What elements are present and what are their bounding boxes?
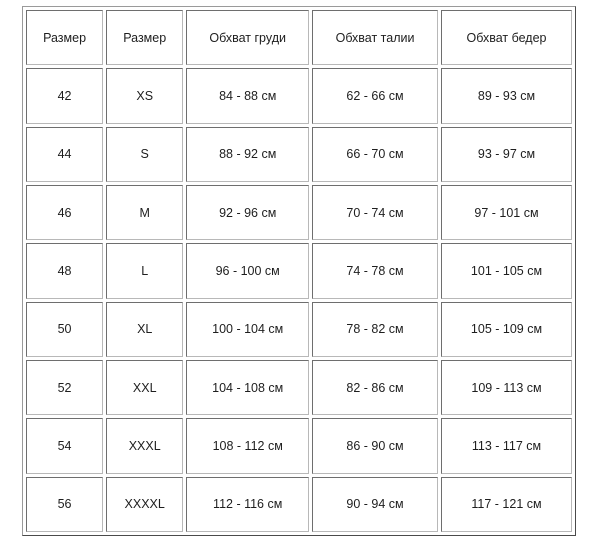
table-row <box>26 302 572 357</box>
cell-chest: 84 - 88 см <box>186 68 309 123</box>
cell-waist: 78 - 82 см <box>312 302 438 357</box>
header-cell-hips: Обхват бедер <box>441 10 572 65</box>
cell-size-intl: S <box>106 127 183 182</box>
header-cell-waist: Обхват талии <box>312 10 438 65</box>
cell-hips: 89 - 93 см <box>441 68 572 123</box>
table-row <box>26 418 572 473</box>
cell-waist: 70 - 74 см <box>312 185 438 240</box>
cell-size-ru: 42 <box>26 68 103 123</box>
cell-size-intl: XS <box>106 68 183 123</box>
cell-size-ru: 50 <box>26 302 103 357</box>
cell-hips: 93 - 97 см <box>441 127 572 182</box>
cell-size-ru: 54 <box>26 418 103 473</box>
cell-waist: 74 - 78 см <box>312 243 438 298</box>
cell-size-ru: 48 <box>26 243 103 298</box>
cell-waist: 86 - 90 см <box>312 418 438 473</box>
cell-chest: 108 - 112 см <box>186 418 309 473</box>
cell-size-intl: XXXXL <box>106 477 183 532</box>
cell-hips: 105 - 109 см <box>441 302 572 357</box>
cell-chest: 104 - 108 см <box>186 360 309 415</box>
cell-chest: 112 - 116 см <box>186 477 309 532</box>
cell-chest: 92 - 96 см <box>186 185 309 240</box>
cell-hips: 117 - 121 см <box>441 477 572 532</box>
cell-size-ru: 56 <box>26 477 103 532</box>
header-cell-chest: Обхват груди <box>186 10 309 65</box>
cell-waist: 82 - 86 см <box>312 360 438 415</box>
cell-size-intl: XXL <box>106 360 183 415</box>
cell-hips: 109 - 113 см <box>441 360 572 415</box>
cell-size-intl: XXXL <box>106 418 183 473</box>
cell-size-ru: 44 <box>26 127 103 182</box>
table-row <box>26 360 572 415</box>
cell-waist: 62 - 66 см <box>312 68 438 123</box>
cell-waist: 90 - 94 см <box>312 477 438 532</box>
cell-chest: 96 - 100 см <box>186 243 309 298</box>
header-cell-size-intl: Размер <box>106 10 183 65</box>
cell-chest: 100 - 104 см <box>186 302 309 357</box>
size-chart-table <box>22 6 576 536</box>
table-row <box>26 243 572 298</box>
cell-hips: 101 - 105 см <box>441 243 572 298</box>
table-row <box>26 127 572 182</box>
cell-size-ru: 52 <box>26 360 103 415</box>
cell-size-ru: 46 <box>26 185 103 240</box>
table-row <box>26 477 572 532</box>
header-cell-size-ru: Размер <box>26 10 103 65</box>
cell-waist: 66 - 70 см <box>312 127 438 182</box>
cell-chest: 88 - 92 см <box>186 127 309 182</box>
cell-size-intl: XL <box>106 302 183 357</box>
table-header-row <box>26 10 572 65</box>
cell-hips: 113 - 117 см <box>441 418 572 473</box>
cell-hips: 97 - 101 см <box>441 185 572 240</box>
cell-size-intl: L <box>106 243 183 298</box>
cell-size-intl: M <box>106 185 183 240</box>
table-row <box>26 185 572 240</box>
table-row <box>26 68 572 123</box>
